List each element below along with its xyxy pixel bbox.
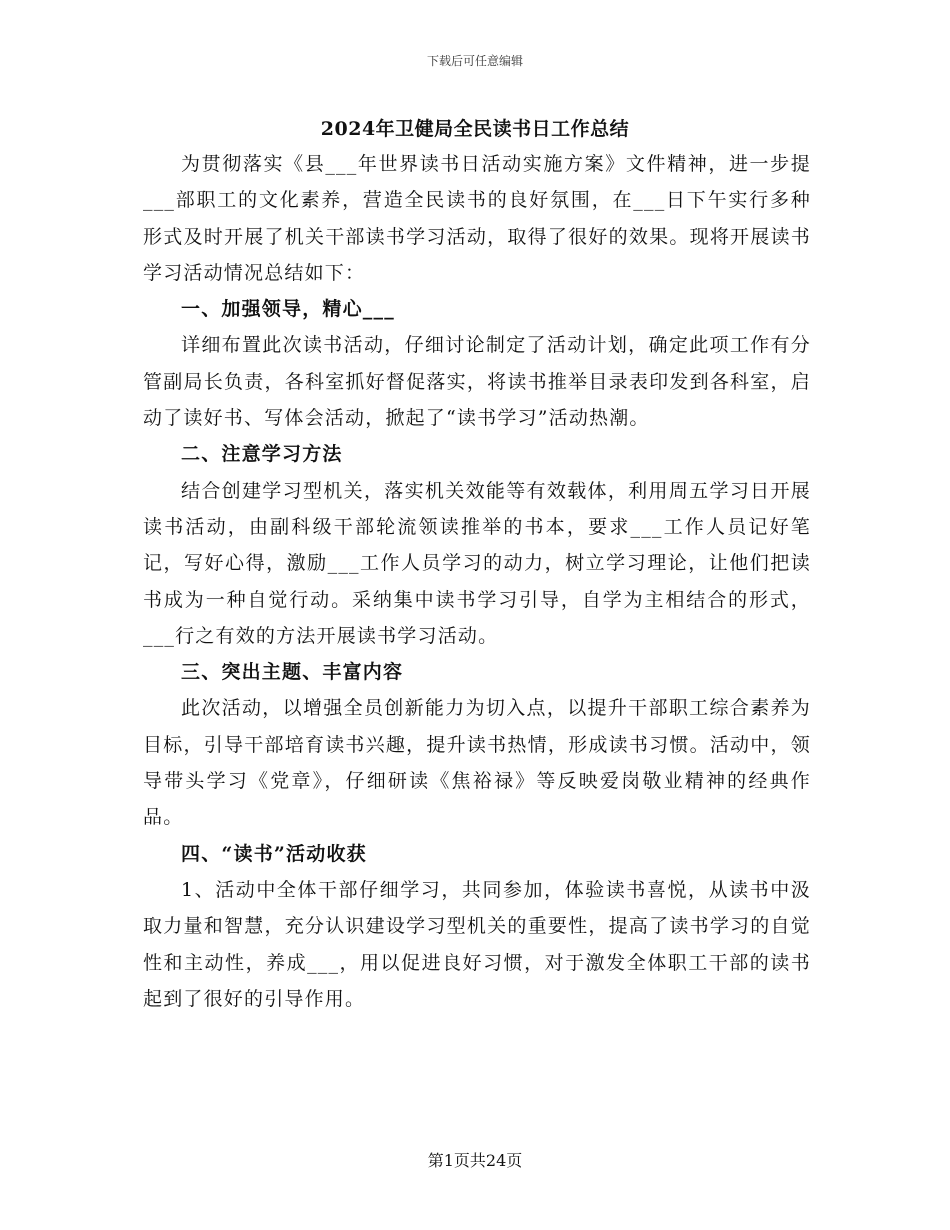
page-footer: 第1页共24页 <box>427 1151 523 1170</box>
section-body-4: 1、活动中全体干部仔细学习，共同参加，体验读书喜悦，从读书中汲取力量和智慧，充分认识建设学习型机关的重要性，提高了读书学习的自觉性和主动性，养成___，用以促进良好习惯，对于激发全体职工干部的读书起到了很好的引导作用。 <box>143 878 811 1010</box>
section-heading-3: 三、突出主题、丰富内容 <box>181 661 404 684</box>
section-heading-4: 四、“读书”活动收获 <box>181 842 367 865</box>
document-title: 2024年卫健局全民读书日工作总结 <box>320 118 630 140</box>
header-note: 下载后可任意编辑 <box>426 54 523 68</box>
section-body-3: 此次活动，以增强全员创新能力为切入点，以提升干部职工综合素养为目标，引导干部培育读书兴趣，提升读书热情，形成读书习惯。活动中，领导带头学习《党章》，仔细研读《焦裕禄》等反映爱岗敬业精神的经典作品。 <box>143 697 811 829</box>
intro-paragraph: 为贯彻落实《县___年世界读书日活动实施方案》文件精神，进一步提___部职工的文化素养，营造全民读书的良好氛围，在___日下午实行多种形式及时开展了机关干部读书学习活动，取得了很好的效果。现将开展读书学习活动情况总结如下： <box>143 153 811 284</box>
section-body-2: 结合创建学习型机关，落实机关效能等有效载体，利用周五学习日开展读书活动，由副科级干部轮流领读推举的书本，要求___工作人员记好笔记，写好心得，激励___工作人员学习的动力，树立学习理论，让他们把读书成为一种自觉行动。采纳集中读书学习引导，自学为主相结合的形式，___行之有效的方法开展读书学习活动。 <box>143 479 811 647</box>
section-heading-1: 一、加强领导，精心___ <box>181 298 395 321</box>
section-heading-2: 二、注意学习方法 <box>181 443 343 466</box>
document-body <box>143 146 811 1017</box>
section-body-1: 详细布置此次读书活动，仔细讨论制定了活动计划，确定此项工作有分管副局长负责，各科室抓好督促落实，将读书推举目录表印发到各科室，启动了读好书、写体会活动，掀起了“读书学习”活动热潮。 <box>143 334 811 430</box>
